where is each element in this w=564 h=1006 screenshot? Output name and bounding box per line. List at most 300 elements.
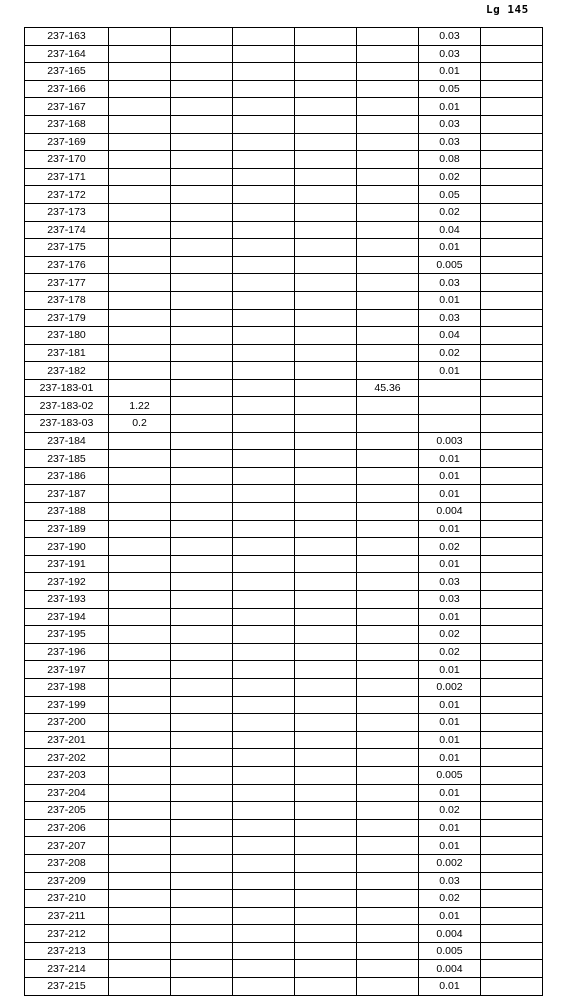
column-8-cell (481, 784, 543, 802)
column-6-cell (357, 362, 419, 380)
column-4-cell (233, 731, 295, 749)
column-7-cell: 0.01 (419, 978, 481, 996)
column-7-cell: 0.01 (419, 837, 481, 855)
sample-id-cell: 237-215 (25, 978, 109, 996)
column-4-cell (233, 309, 295, 327)
column-7-cell: 0.01 (419, 98, 481, 116)
column-4-cell (233, 151, 295, 169)
column-2-cell (109, 133, 171, 151)
column-7-cell: 0.01 (419, 291, 481, 309)
column-2-cell (109, 591, 171, 609)
sample-id-cell: 237-191 (25, 555, 109, 573)
sample-id-cell: 237-199 (25, 696, 109, 714)
column-2-cell (109, 960, 171, 978)
column-2-cell (109, 186, 171, 204)
column-7-cell: 0.01 (419, 661, 481, 679)
sample-id-cell: 237-167 (25, 98, 109, 116)
column-8-cell (481, 485, 543, 503)
column-5-cell (295, 573, 357, 591)
column-7-cell: 0.02 (419, 643, 481, 661)
column-6-cell (357, 485, 419, 503)
column-2-cell (109, 555, 171, 573)
sample-id-cell: 237-203 (25, 766, 109, 784)
table-row (25, 168, 543, 186)
column-3-cell (171, 362, 233, 380)
column-8-cell (481, 555, 543, 573)
sample-id-cell: 237-183-03 (25, 415, 109, 433)
column-3-cell (171, 960, 233, 978)
column-5-cell (295, 766, 357, 784)
column-6-cell (357, 151, 419, 169)
column-6-cell (357, 661, 419, 679)
column-2-cell (109, 98, 171, 116)
column-5-cell (295, 520, 357, 538)
sample-id-cell: 237-177 (25, 274, 109, 292)
column-8-cell (481, 661, 543, 679)
sample-id-cell: 237-186 (25, 467, 109, 485)
column-2-cell (109, 608, 171, 626)
column-4-cell (233, 925, 295, 943)
column-8-cell (481, 854, 543, 872)
column-4-cell (233, 379, 295, 397)
column-7-cell: 0.03 (419, 309, 481, 327)
column-6-cell (357, 63, 419, 81)
column-2-cell (109, 890, 171, 908)
column-5-cell (295, 678, 357, 696)
column-5-cell (295, 802, 357, 820)
column-7-cell: 0.01 (419, 555, 481, 573)
column-8-cell (481, 819, 543, 837)
column-3-cell (171, 573, 233, 591)
column-2-cell (109, 45, 171, 63)
column-3-cell (171, 309, 233, 327)
table-row (25, 186, 543, 204)
column-6-cell: 45.36 (357, 379, 419, 397)
column-7-cell: 0.01 (419, 696, 481, 714)
column-2-cell (109, 379, 171, 397)
column-3-cell (171, 520, 233, 538)
column-4-cell (233, 643, 295, 661)
column-3-cell (171, 978, 233, 996)
column-2-cell (109, 925, 171, 943)
column-3-cell (171, 133, 233, 151)
column-5-cell (295, 714, 357, 732)
column-8-cell (481, 802, 543, 820)
table-row (25, 890, 543, 908)
sample-id-cell: 237-207 (25, 837, 109, 855)
column-5-cell (295, 291, 357, 309)
column-3-cell (171, 432, 233, 450)
column-3-cell (171, 749, 233, 767)
sample-id-cell: 237-200 (25, 714, 109, 732)
column-3-cell (171, 503, 233, 521)
column-8-cell (481, 714, 543, 732)
column-5-cell (295, 731, 357, 749)
column-5-cell (295, 925, 357, 943)
column-3-cell (171, 168, 233, 186)
column-8-cell (481, 45, 543, 63)
column-8-cell (481, 327, 543, 345)
table-row (25, 661, 543, 679)
column-5-cell (295, 890, 357, 908)
column-7-cell: 0.002 (419, 678, 481, 696)
sample-id-cell: 237-165 (25, 63, 109, 81)
table-row (25, 696, 543, 714)
table-row (25, 802, 543, 820)
column-8-cell (481, 80, 543, 98)
column-5-cell (295, 626, 357, 644)
column-7-cell: 0.03 (419, 45, 481, 63)
sample-id-cell: 237-210 (25, 890, 109, 908)
column-2-cell (109, 362, 171, 380)
column-8-cell (481, 203, 543, 221)
column-5-cell (295, 432, 357, 450)
column-8-cell (481, 467, 543, 485)
column-8-cell (481, 696, 543, 714)
column-6-cell (357, 960, 419, 978)
table-row (25, 379, 543, 397)
column-3-cell (171, 221, 233, 239)
column-6-cell (357, 555, 419, 573)
column-8-cell (481, 626, 543, 644)
column-7-cell: 0.04 (419, 221, 481, 239)
sample-id-cell: 237-166 (25, 80, 109, 98)
sample-id-cell: 237-211 (25, 907, 109, 925)
column-2-cell (109, 467, 171, 485)
column-2-cell (109, 344, 171, 362)
column-6-cell (357, 907, 419, 925)
column-7-cell: 0.05 (419, 186, 481, 204)
column-5-cell (295, 221, 357, 239)
column-6-cell (357, 98, 419, 116)
column-8-cell (481, 925, 543, 943)
column-7-cell: 0.01 (419, 467, 481, 485)
column-4-cell (233, 80, 295, 98)
column-2-cell (109, 643, 171, 661)
column-3-cell (171, 802, 233, 820)
column-7-cell: 0.01 (419, 362, 481, 380)
column-6-cell (357, 115, 419, 133)
column-3-cell (171, 766, 233, 784)
column-6-cell (357, 837, 419, 855)
column-5-cell (295, 503, 357, 521)
column-3-cell (171, 942, 233, 960)
column-6-cell (357, 221, 419, 239)
sample-id-cell: 237-172 (25, 186, 109, 204)
column-2-cell (109, 309, 171, 327)
column-2-cell (109, 274, 171, 292)
column-8-cell (481, 837, 543, 855)
column-5-cell (295, 397, 357, 415)
column-4-cell (233, 890, 295, 908)
table-row (25, 819, 543, 837)
column-3-cell (171, 45, 233, 63)
column-4-cell (233, 450, 295, 468)
column-3-cell (171, 696, 233, 714)
sample-id-cell: 237-175 (25, 239, 109, 257)
column-5-cell (295, 203, 357, 221)
column-6-cell (357, 573, 419, 591)
sample-id-cell: 237-183-02 (25, 397, 109, 415)
column-3-cell (171, 678, 233, 696)
column-4-cell (233, 45, 295, 63)
column-3-cell (171, 80, 233, 98)
sample-id-cell: 237-196 (25, 643, 109, 661)
table-row (25, 151, 543, 169)
column-7-cell: 0.04 (419, 327, 481, 345)
column-6-cell (357, 678, 419, 696)
column-8-cell (481, 890, 543, 908)
column-6-cell (357, 168, 419, 186)
column-4-cell (233, 907, 295, 925)
column-5-cell (295, 274, 357, 292)
sample-id-cell: 237-204 (25, 784, 109, 802)
column-8-cell (481, 749, 543, 767)
column-6-cell (357, 890, 419, 908)
column-2-cell (109, 291, 171, 309)
column-7-cell: 0.004 (419, 925, 481, 943)
column-8-cell (481, 415, 543, 433)
column-2-cell (109, 678, 171, 696)
sample-id-cell: 237-184 (25, 432, 109, 450)
column-2-cell (109, 731, 171, 749)
column-8-cell (481, 309, 543, 327)
column-3-cell (171, 890, 233, 908)
column-5-cell (295, 907, 357, 925)
column-7-cell: 0.002 (419, 854, 481, 872)
column-2-cell (109, 80, 171, 98)
column-7-cell: 0.01 (419, 784, 481, 802)
column-2-cell (109, 168, 171, 186)
sample-results-table (24, 27, 543, 996)
column-4-cell (233, 608, 295, 626)
column-6-cell (357, 854, 419, 872)
column-2-cell (109, 626, 171, 644)
column-6-cell (357, 802, 419, 820)
column-8-cell (481, 573, 543, 591)
column-4-cell (233, 221, 295, 239)
column-5-cell (295, 239, 357, 257)
column-5-cell (295, 819, 357, 837)
column-3-cell (171, 591, 233, 609)
column-5-cell (295, 256, 357, 274)
column-4-cell (233, 573, 295, 591)
column-3-cell (171, 450, 233, 468)
column-7-cell: 0.004 (419, 503, 481, 521)
column-7-cell: 0.01 (419, 520, 481, 538)
column-5-cell (295, 362, 357, 380)
column-5-cell (295, 854, 357, 872)
sample-id-cell: 237-194 (25, 608, 109, 626)
column-3-cell (171, 186, 233, 204)
column-5-cell (295, 168, 357, 186)
column-7-cell: 0.01 (419, 239, 481, 257)
sample-id-cell: 237-205 (25, 802, 109, 820)
column-3-cell (171, 661, 233, 679)
column-5-cell (295, 80, 357, 98)
column-8-cell (481, 221, 543, 239)
column-3-cell (171, 872, 233, 890)
column-6-cell (357, 819, 419, 837)
sample-id-cell: 237-195 (25, 626, 109, 644)
column-8-cell (481, 168, 543, 186)
column-7-cell: 0.03 (419, 872, 481, 890)
column-3-cell (171, 626, 233, 644)
table-row (25, 538, 543, 556)
column-4-cell (233, 115, 295, 133)
column-8-cell (481, 274, 543, 292)
column-8-cell (481, 63, 543, 81)
table-row (25, 960, 543, 978)
column-4-cell (233, 186, 295, 204)
table-row (25, 872, 543, 890)
column-5-cell (295, 45, 357, 63)
column-7-cell: 0.01 (419, 907, 481, 925)
column-2-cell (109, 221, 171, 239)
column-8-cell (481, 186, 543, 204)
column-7-cell: 0.02 (419, 626, 481, 644)
sample-id-cell: 237-174 (25, 221, 109, 239)
column-5-cell (295, 696, 357, 714)
column-6-cell (357, 766, 419, 784)
column-7-cell: 0.02 (419, 203, 481, 221)
column-8-cell (481, 978, 543, 996)
column-8-cell (481, 731, 543, 749)
column-7-cell: 0.01 (419, 63, 481, 81)
column-2-cell (109, 978, 171, 996)
sample-id-cell: 237-214 (25, 960, 109, 978)
table-row (25, 520, 543, 538)
table-row (25, 467, 543, 485)
column-2-cell (109, 520, 171, 538)
column-6-cell (357, 133, 419, 151)
column-6-cell (357, 626, 419, 644)
column-3-cell (171, 397, 233, 415)
table-row (25, 432, 543, 450)
column-7-cell: 0.03 (419, 591, 481, 609)
column-5-cell (295, 467, 357, 485)
table-row (25, 942, 543, 960)
column-4-cell (233, 203, 295, 221)
table-row (25, 485, 543, 503)
column-2-cell (109, 432, 171, 450)
table-row (25, 978, 543, 996)
column-2-cell (109, 907, 171, 925)
table-row (25, 626, 543, 644)
table-row (25, 415, 543, 433)
column-8-cell (481, 538, 543, 556)
column-4-cell (233, 168, 295, 186)
column-5-cell (295, 344, 357, 362)
sample-id-cell: 237-209 (25, 872, 109, 890)
column-8-cell (481, 256, 543, 274)
sample-id-cell: 237-193 (25, 591, 109, 609)
column-8-cell (481, 98, 543, 116)
column-6-cell (357, 925, 419, 943)
column-6-cell (357, 749, 419, 767)
column-3-cell (171, 819, 233, 837)
column-6-cell (357, 239, 419, 257)
column-3-cell (171, 538, 233, 556)
column-7-cell: 0.02 (419, 538, 481, 556)
column-6-cell (357, 203, 419, 221)
column-3-cell (171, 784, 233, 802)
column-4-cell (233, 432, 295, 450)
table-row (25, 291, 543, 309)
column-8-cell (481, 344, 543, 362)
column-3-cell (171, 854, 233, 872)
column-2-cell (109, 203, 171, 221)
column-4-cell (233, 133, 295, 151)
column-4-cell (233, 714, 295, 732)
column-4-cell (233, 854, 295, 872)
column-2-cell (109, 450, 171, 468)
table-row (25, 63, 543, 81)
column-8-cell (481, 907, 543, 925)
column-3-cell (171, 98, 233, 116)
sample-id-cell: 237-192 (25, 573, 109, 591)
column-6-cell (357, 432, 419, 450)
sample-id-cell: 237-180 (25, 327, 109, 345)
column-2-cell (109, 256, 171, 274)
column-2-cell (109, 749, 171, 767)
table-row (25, 274, 543, 292)
column-7-cell: 0.005 (419, 766, 481, 784)
sample-id-cell: 237-188 (25, 503, 109, 521)
table-row (25, 203, 543, 221)
column-8-cell (481, 450, 543, 468)
column-8-cell (481, 397, 543, 415)
column-3-cell (171, 837, 233, 855)
column-8-cell (481, 942, 543, 960)
column-8-cell (481, 678, 543, 696)
sample-id-cell: 237-176 (25, 256, 109, 274)
column-5-cell (295, 591, 357, 609)
column-3-cell (171, 485, 233, 503)
column-4-cell (233, 63, 295, 81)
table-row (25, 907, 543, 925)
column-4-cell (233, 749, 295, 767)
column-6-cell (357, 978, 419, 996)
column-4-cell (233, 942, 295, 960)
column-7-cell: 0.01 (419, 485, 481, 503)
column-8-cell (481, 503, 543, 521)
sample-id-cell: 237-170 (25, 151, 109, 169)
column-4-cell (233, 626, 295, 644)
column-4-cell (233, 696, 295, 714)
table-row (25, 925, 543, 943)
column-7-cell: 0.03 (419, 28, 481, 46)
column-3-cell (171, 28, 233, 46)
column-7-cell: 0.005 (419, 256, 481, 274)
table-row (25, 784, 543, 802)
column-3-cell (171, 327, 233, 345)
sample-id-cell: 237-198 (25, 678, 109, 696)
table-row (25, 731, 543, 749)
column-2-cell: 1.22 (109, 397, 171, 415)
column-5-cell (295, 98, 357, 116)
column-3-cell (171, 274, 233, 292)
column-6-cell (357, 520, 419, 538)
sample-id-cell: 237-171 (25, 168, 109, 186)
column-2-cell (109, 854, 171, 872)
column-8-cell (481, 133, 543, 151)
column-7-cell: 0.02 (419, 890, 481, 908)
column-7-cell: 0.01 (419, 450, 481, 468)
table-row (25, 98, 543, 116)
column-4-cell (233, 362, 295, 380)
table-row (25, 837, 543, 855)
